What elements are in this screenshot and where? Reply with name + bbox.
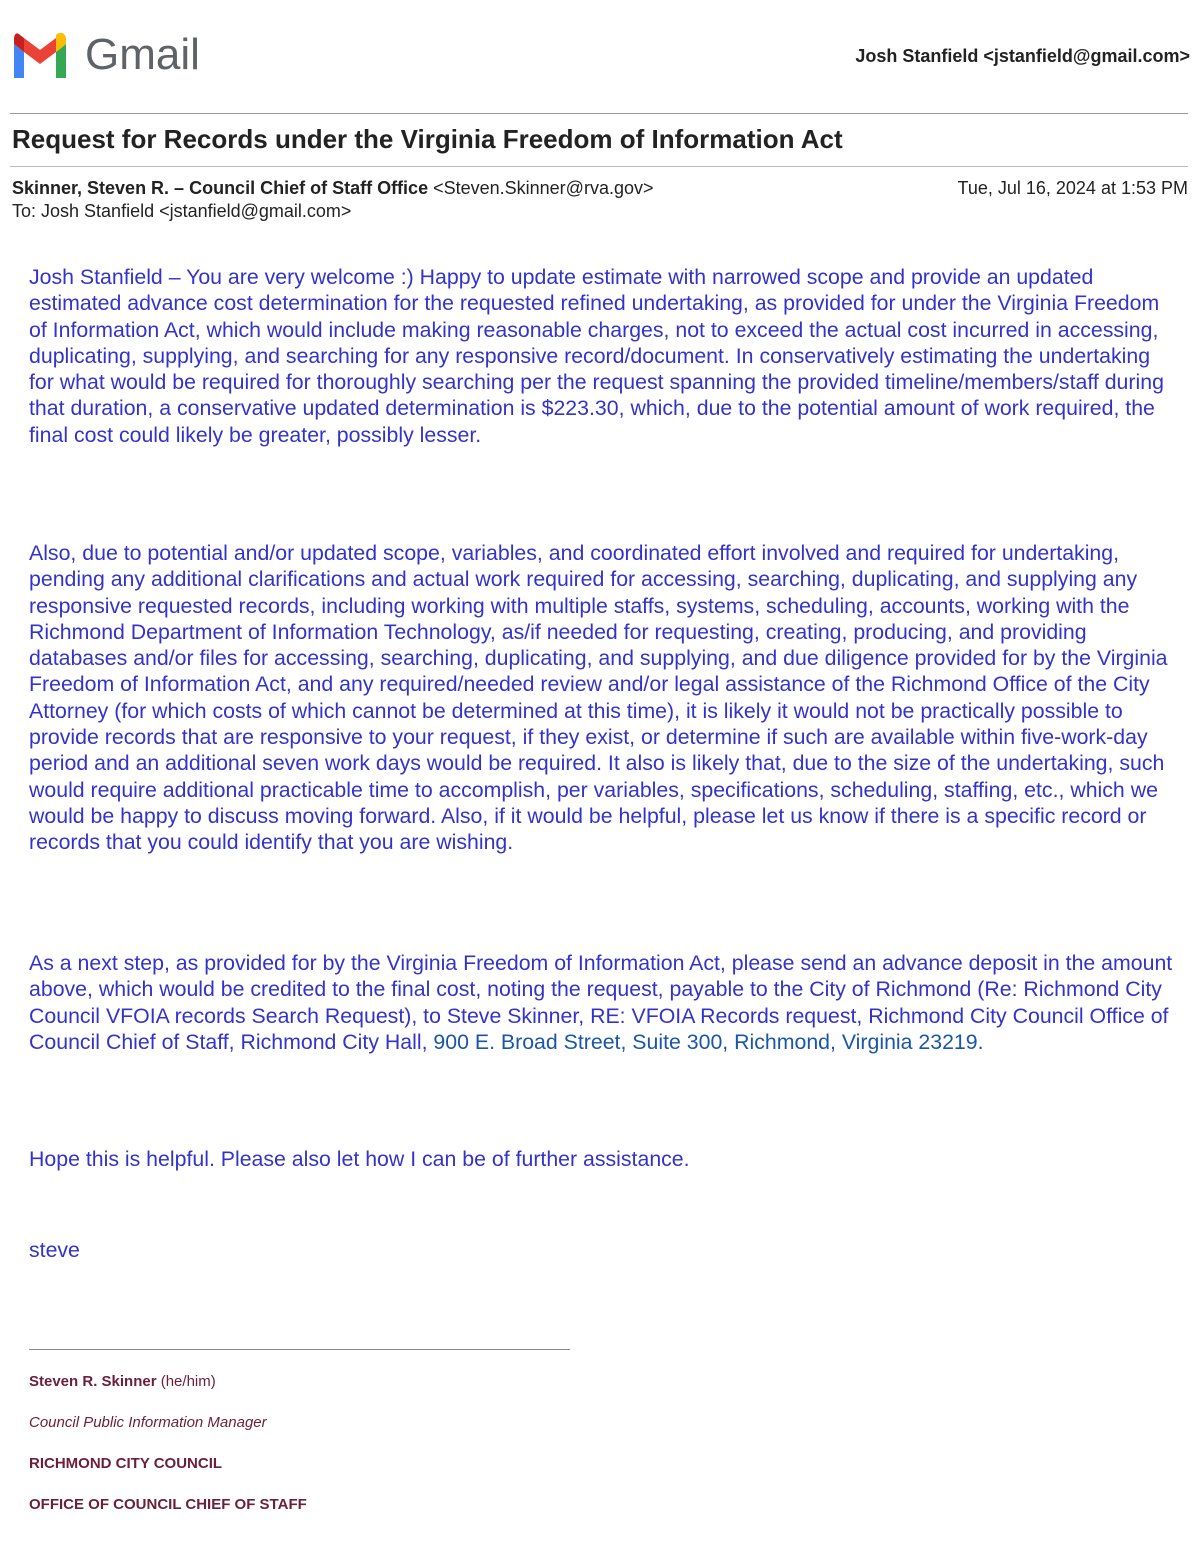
- sender-email: <Steven.Skinner@rva.gov>: [433, 178, 654, 198]
- body-paragraph-1: Josh Stanfield – You are very welcome :) Happy to update estimate with narrowed scope and provide an updated estimated advance cost determination for the requested refined undertaking, as provided for under the Virginia Freedom of Information Act, which would include making reasonable charges, not to exceed the actual cost incurred in accessing, duplicating, supplying, and searching for any responsive record/document. In conservatively estimating the undertaking for what would be required for thoroughly searching per the request spanning the provided timeline/members/staff during that duration, a conservative updated determination is $223.30, which, due to the potential amount of work required, the final cost could likely be greater, possibly lesser.: [29, 265, 1164, 447]
- header-divider: [10, 113, 1188, 114]
- body-paragraph-3: [29, 950, 1179, 1055]
- sender-line: [12, 178, 654, 199]
- signature-title: Council Public Information Manager: [29, 1414, 267, 1431]
- sign-off: steve: [29, 1238, 80, 1262]
- signature-name: Steven R. Skinner: [29, 1373, 157, 1390]
- subject-divider: [10, 166, 1188, 167]
- signature-org: RICHMOND CITY COUNCIL: [29, 1455, 223, 1472]
- signature-name-line: [29, 1373, 216, 1390]
- signature-divider: [29, 1349, 570, 1350]
- body-paragraph-2: Also, due to potential and/or updated scope, variables, and coordinated effort involved and required for undertaking, pending any additional clarifications and actual work required for accessing, searching, duplicating, and supplying any responsive requested records, including working with multiple staffs, systems, scheduling, accounts, working with the Richmond Department of Information Technology, as/if needed for requesting, creating, producing, and providing databases and/or files for accessing, searching, duplicating, and supplying, and due diligence provided for by the Virginia Freedom of Information Act, and any required/needed review and/or legal assistance of the Richmond Office of the City Attorney (for which costs of which cannot be determined at this time), it is likely it would not be practically possible to provide records that are responsive to your request, if they exist, or determine if such are available within five-work-day period and an additional seven work days would be required. It also is likely that, due to the size of the undertaking, such would require additional practicable time to accomplish, per variables, specifications, scheduling, staffing, etc., which we would be happy to discuss moving forward. Also, if it would be helpful, please let us know if there is a specific record or records that you could identify that you are wishing.: [29, 541, 1168, 855]
- paragraph-end: .: [977, 1029, 984, 1054]
- signature-office: OFFICE OF COUNCIL CHIEF OF STAFF: [29, 1496, 307, 1513]
- body-paragraph-4: Hope this is helpful. Please also let how I can be of further assistance.: [29, 1147, 690, 1171]
- gmail-header: [10, 28, 1190, 84]
- gmail-wordmark: Gmail: [85, 30, 200, 79]
- address-link[interactable]: 900 E. Broad Street, Suite 300, Richmond, Virginia 23219: [433, 1029, 978, 1054]
- signature-pronouns: (he/him): [160, 1373, 216, 1390]
- account-label: Josh Stanfield <jstanfield@gmail.com>: [855, 46, 1190, 66]
- sender-name: Skinner, Steven R. – Council Chief of Staff Office: [12, 178, 429, 198]
- recipient-line: To: Josh Stanfield <jstanfield@gmail.com>: [12, 201, 352, 221]
- email-subject: Request for Records under the Virginia Freedom of Information Act: [12, 124, 843, 154]
- email-date: Tue, Jul 16, 2024 at 1:53 PM: [957, 178, 1188, 198]
- deposit-instructions: As a next step, as provided for by the Virginia Freedom of Information Act, please send an advance deposit in the amount above, which would be credited to the final cost, noting the request, payable to the City of Richmond (Re: Richmond City Council VFOIA records Search Request), to Steve Skinner, RE: VFOIA Records request, Richmond City Council Office of Council Chief of Staff, Richmond City Hall,: [29, 951, 1173, 1054]
- gmail-logo-icon: [10, 32, 70, 78]
